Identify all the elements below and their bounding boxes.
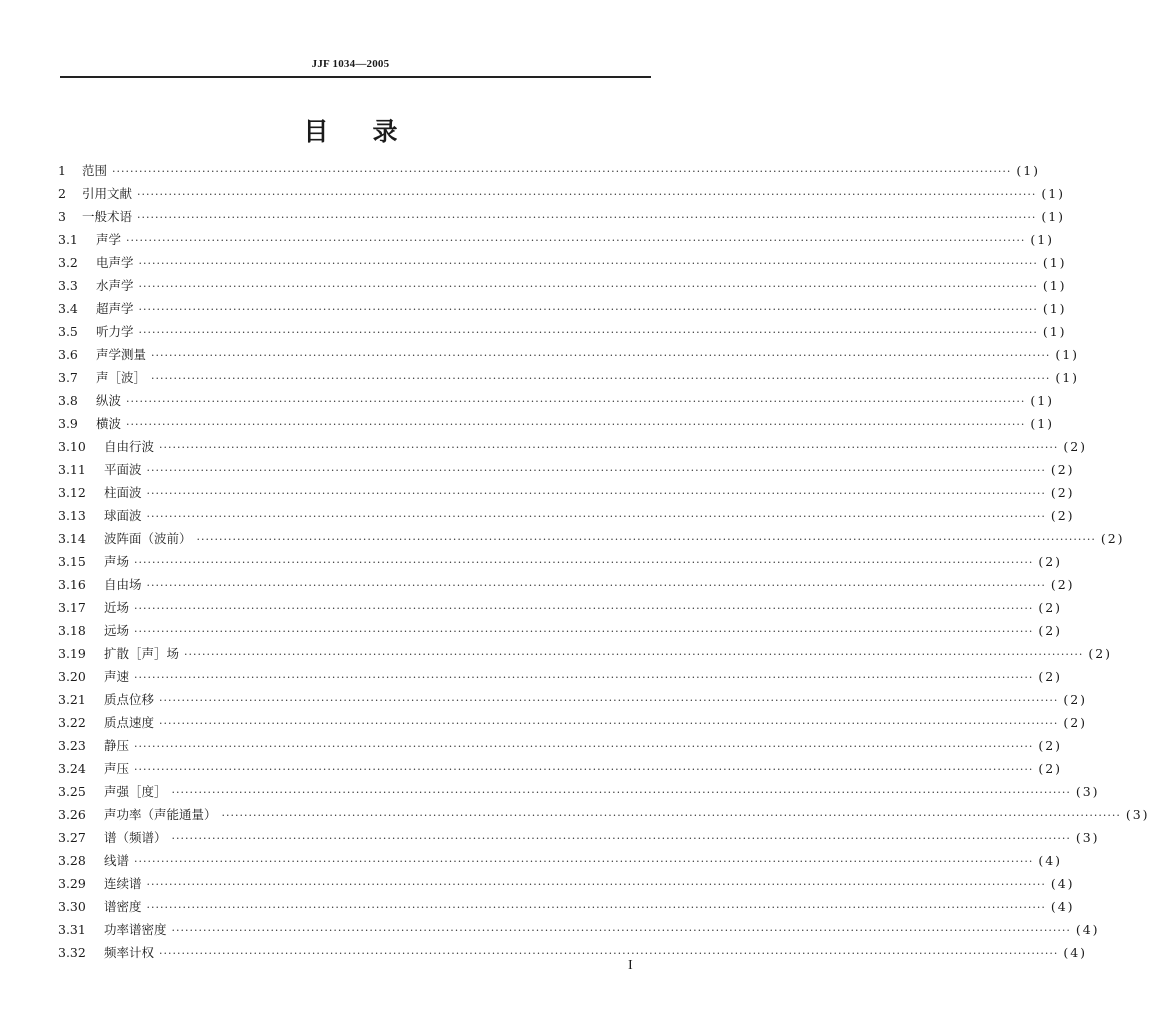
toc-leader-dots: ········································································································································································································ xyxy=(146,579,1046,592)
toc-entry-title: 一般术语 xyxy=(82,209,133,224)
toc-entry-title: 线谱 xyxy=(104,853,130,868)
toc-entry-number: 3.31 xyxy=(58,922,86,937)
toc-entry-number: 3.5 xyxy=(58,324,78,339)
toc-entry-number: 3.10 xyxy=(58,439,86,454)
toc-entry-title: 质点位移 xyxy=(104,692,155,707)
toc-entry xyxy=(58,504,1075,527)
toc-entry xyxy=(58,895,1075,918)
toc-entry-title: 波阵面（波前） xyxy=(104,531,192,546)
toc-entry-number: 3.9 xyxy=(58,416,78,431)
document-code-header: JJF 1034—2005 xyxy=(311,58,390,70)
toc-entry-page: (2) xyxy=(1038,669,1063,684)
toc-entry xyxy=(58,941,1088,964)
toc-leader-dots: ········································································································································································································ xyxy=(134,740,1034,753)
toc-entry-number: 3.26 xyxy=(58,807,86,822)
toc-leader-dots: ········································································································································································································ xyxy=(138,303,1038,316)
toc-entry-page: (4) xyxy=(1050,876,1075,891)
toc-entry-page: (2) xyxy=(1038,761,1063,776)
toc-entry-number: 3.28 xyxy=(58,853,86,868)
toc-leader-dots: ········································································································································································································ xyxy=(134,855,1034,868)
toc-entry-title: 频率计权 xyxy=(104,945,155,960)
toc-entry-page: (1) xyxy=(1042,255,1067,270)
toc-entry-number: 3.16 xyxy=(58,577,86,592)
toc-entry xyxy=(58,550,1063,573)
toc-entry xyxy=(58,182,1066,205)
toc-entry-title: 质点速度 xyxy=(104,715,155,730)
toc-entry-title: 功率谱密度 xyxy=(104,922,167,937)
toc-entry-title: 声强［度］ xyxy=(104,784,167,799)
toc-entry-number: 3.30 xyxy=(58,899,86,914)
toc-entry xyxy=(58,711,1088,734)
toc-entry-number: 3.7 xyxy=(58,370,78,385)
toc-entry-page: (4) xyxy=(1075,922,1100,937)
toc-entry-page: (1) xyxy=(1042,278,1067,293)
toc-entry-number: 2 xyxy=(58,186,66,201)
toc-entry-page: (4) xyxy=(1063,945,1088,960)
toc-entry-title: 声学 xyxy=(96,232,122,247)
toc-entry-page: (1) xyxy=(1041,209,1066,224)
toc-entry xyxy=(58,412,1055,435)
toc-entry-page: (2) xyxy=(1038,623,1063,638)
toc-leader-dots: ········································································································································································································ xyxy=(134,602,1034,615)
toc-entry-title: 柱面波 xyxy=(104,485,142,500)
toc-entry xyxy=(58,573,1075,596)
toc-entry-page: (2) xyxy=(1063,439,1088,454)
toc-entry-page: (1) xyxy=(1030,232,1055,247)
toc-entry-page: (1) xyxy=(1055,347,1080,362)
toc-leader-dots: ········································································································································································································ xyxy=(146,487,1046,500)
toc-entry-title: 平面波 xyxy=(104,462,142,477)
toc-leader-dots: ········································································································································································································ xyxy=(184,648,1084,661)
toc-entry xyxy=(58,458,1075,481)
toc-entry-title: 声功率（声能通量） xyxy=(104,807,217,822)
toc-leader-dots: ········································································································································································································ xyxy=(112,165,1012,178)
toc-entry-number: 3.8 xyxy=(58,393,78,408)
toc-entry xyxy=(58,757,1063,780)
toc-leader-dots: ········································································································································································································ xyxy=(196,533,1096,546)
toc-leader-dots: ········································································································································································································ xyxy=(151,349,1051,362)
toc-leader-dots: ········································································································································································································ xyxy=(146,878,1046,891)
toc-entry-number: 3.3 xyxy=(58,278,78,293)
toc-entry-title: 扩散［声］场 xyxy=(104,646,180,661)
toc-entry-page: (3) xyxy=(1125,807,1150,822)
toc-entry-title: 自由行波 xyxy=(104,439,155,454)
toc-entry xyxy=(58,849,1063,872)
toc-entry-page: (1) xyxy=(1042,324,1067,339)
toc-entry xyxy=(58,481,1075,504)
toc-leader-dots: ········································································································································································································ xyxy=(171,924,1071,937)
toc-entry xyxy=(58,389,1055,412)
toc-leader-dots: ········································································································································································································ xyxy=(146,901,1046,914)
toc-entry-page: (1) xyxy=(1030,416,1055,431)
toc-entry-page: (2) xyxy=(1050,577,1075,592)
toc-leader-dots: ········································································································································································································ xyxy=(146,464,1046,477)
toc-entry xyxy=(58,527,1125,550)
toc-leader-dots: ········································································································································································································ xyxy=(138,326,1038,339)
toc-entry-number: 3.25 xyxy=(58,784,86,799)
toc-entry-number: 3.27 xyxy=(58,830,86,845)
toc-entry-page: (2) xyxy=(1063,715,1088,730)
toc-entry xyxy=(58,320,1067,343)
toc-entry xyxy=(58,251,1067,274)
toc-entry-page: (3) xyxy=(1075,830,1100,845)
toc-entry xyxy=(58,435,1088,458)
page-number: I xyxy=(628,958,633,973)
toc-entry-title: 近场 xyxy=(104,600,130,615)
toc-entry xyxy=(58,159,1041,182)
toc-entry xyxy=(58,918,1100,941)
toc-entry xyxy=(58,274,1067,297)
toc-entry-number: 3.24 xyxy=(58,761,86,776)
toc-entry-page: (4) xyxy=(1038,853,1063,868)
toc-entry-number: 3.2 xyxy=(58,255,78,270)
toc-entry-number: 3.22 xyxy=(58,715,86,730)
toc-entry-title: 纵波 xyxy=(96,393,122,408)
toc-entry-page: (1) xyxy=(1030,393,1055,408)
toc-entry-title: 远场 xyxy=(104,623,130,638)
toc-leader-dots: ········································································································································································································ xyxy=(134,625,1034,638)
toc-leader-dots: ········································································································································································································ xyxy=(134,671,1034,684)
toc-entry-number: 3.1 xyxy=(58,232,78,247)
toc-leader-dots: ········································································································································································································ xyxy=(159,717,1059,730)
toc-leader-dots: ········································································································································································································ xyxy=(171,786,1071,799)
toc-entry-number: 3.12 xyxy=(58,485,86,500)
toc-entry-number: 3.29 xyxy=(58,876,86,891)
toc-leader-dots: ········································································································································································································ xyxy=(138,257,1038,270)
toc-entry xyxy=(58,205,1066,228)
toc-entry-number: 3.4 xyxy=(58,301,78,316)
toc-leader-dots: ········································································································································································································ xyxy=(134,556,1034,569)
toc-entry-page: (2) xyxy=(1050,508,1075,523)
toc-entry-number: 3.14 xyxy=(58,531,86,546)
toc-entry-title: 自由场 xyxy=(104,577,142,592)
toc-leader-dots: ········································································································································································································ xyxy=(159,441,1059,454)
toc-entry-number: 3.17 xyxy=(58,600,86,615)
toc-entry-title: 声压 xyxy=(104,761,130,776)
toc-entry-page: (1) xyxy=(1055,370,1080,385)
toc-leader-dots: ········································································································································································································ xyxy=(137,188,1037,201)
toc-entry xyxy=(58,780,1100,803)
toc-leader-dots: ········································································································································································································ xyxy=(146,510,1046,523)
toc-entry-number: 3.21 xyxy=(58,692,86,707)
toc-entry-page: (2) xyxy=(1050,485,1075,500)
toc-entry-title: 电声学 xyxy=(96,255,134,270)
toc-entry xyxy=(58,803,1150,826)
toc-entry xyxy=(58,688,1088,711)
toc-entry-number: 3.6 xyxy=(58,347,78,362)
toc-entry-number: 3.13 xyxy=(58,508,86,523)
toc-entry xyxy=(58,826,1100,849)
toc-entry-page: (2) xyxy=(1088,646,1113,661)
toc-entry-page: (1) xyxy=(1016,163,1041,178)
toc-entry-page: (2) xyxy=(1100,531,1125,546)
table-of-contents xyxy=(58,159,1150,964)
toc-entry-number: 3.15 xyxy=(58,554,86,569)
toc-entry-title: 引用文献 xyxy=(82,186,133,201)
toc-entry-number: 3.23 xyxy=(58,738,86,753)
toc-entry xyxy=(58,665,1063,688)
toc-entry-title: 声场 xyxy=(104,554,130,569)
toc-entry-number: 1 xyxy=(58,163,66,178)
toc-leader-dots: ········································································································································································································ xyxy=(134,763,1034,776)
toc-entry-title: 超声学 xyxy=(96,301,134,316)
toc-entry xyxy=(58,596,1063,619)
toc-leader-dots: ········································································································································································································ xyxy=(137,211,1037,224)
toc-entry xyxy=(58,366,1080,389)
toc-leader-dots: ········································································································································································································ xyxy=(151,372,1051,385)
toc-entry xyxy=(58,619,1063,642)
page-title: 目录 xyxy=(303,117,442,146)
toc-entry-page: (1) xyxy=(1042,301,1067,316)
toc-entry-page: (2) xyxy=(1063,692,1088,707)
toc-entry-page: (2) xyxy=(1038,554,1063,569)
toc-entry-title: 横波 xyxy=(96,416,122,431)
toc-entry-title: 范围 xyxy=(82,163,108,178)
toc-entry xyxy=(58,642,1113,665)
toc-entry-title: 连续谱 xyxy=(104,876,142,891)
toc-entry-title: 声速 xyxy=(104,669,130,684)
toc-entry-title: 静压 xyxy=(104,738,130,753)
toc-entry xyxy=(58,343,1080,366)
toc-leader-dots: ········································································································································································································ xyxy=(171,832,1071,845)
toc-leader-dots: ········································································································································································································ xyxy=(138,280,1038,293)
toc-leader-dots: ········································································································································································································ xyxy=(126,395,1026,408)
toc-leader-dots: ········································································································································································································ xyxy=(221,809,1121,822)
toc-leader-dots: ········································································································································································································ xyxy=(126,234,1026,247)
toc-entry xyxy=(58,297,1067,320)
toc-entry xyxy=(58,228,1055,251)
toc-entry-number: 3.32 xyxy=(58,945,86,960)
toc-entry-page: (4) xyxy=(1050,899,1075,914)
toc-entry-number: 3.20 xyxy=(58,669,86,684)
toc-entry-title: 谱（频谱） xyxy=(104,830,167,845)
toc-entry-page: (2) xyxy=(1050,462,1075,477)
toc-entry-title: 谱密度 xyxy=(104,899,142,914)
toc-entry-number: 3 xyxy=(58,209,66,224)
toc-entry-number: 3.19 xyxy=(58,646,86,661)
toc-entry-title: 听力学 xyxy=(96,324,134,339)
toc-leader-dots: ········································································································································································································ xyxy=(159,947,1059,960)
toc-leader-dots: ········································································································································································································ xyxy=(126,418,1026,431)
toc-entry-page: (2) xyxy=(1038,738,1063,753)
toc-entry xyxy=(58,872,1075,895)
toc-entry-title: 水声学 xyxy=(96,278,134,293)
toc-entry-title: 球面波 xyxy=(104,508,142,523)
toc-leader-dots: ········································································································································································································ xyxy=(159,694,1059,707)
toc-entry xyxy=(58,734,1063,757)
toc-entry-title: 声［波］ xyxy=(96,370,147,385)
header-rule xyxy=(60,76,651,78)
toc-entry-number: 3.18 xyxy=(58,623,86,638)
toc-entry-page: (3) xyxy=(1075,784,1100,799)
toc-entry-page: (1) xyxy=(1041,186,1066,201)
toc-entry-number: 3.11 xyxy=(58,462,86,477)
toc-entry-title: 声学测量 xyxy=(96,347,147,362)
toc-entry-page: (2) xyxy=(1038,600,1063,615)
